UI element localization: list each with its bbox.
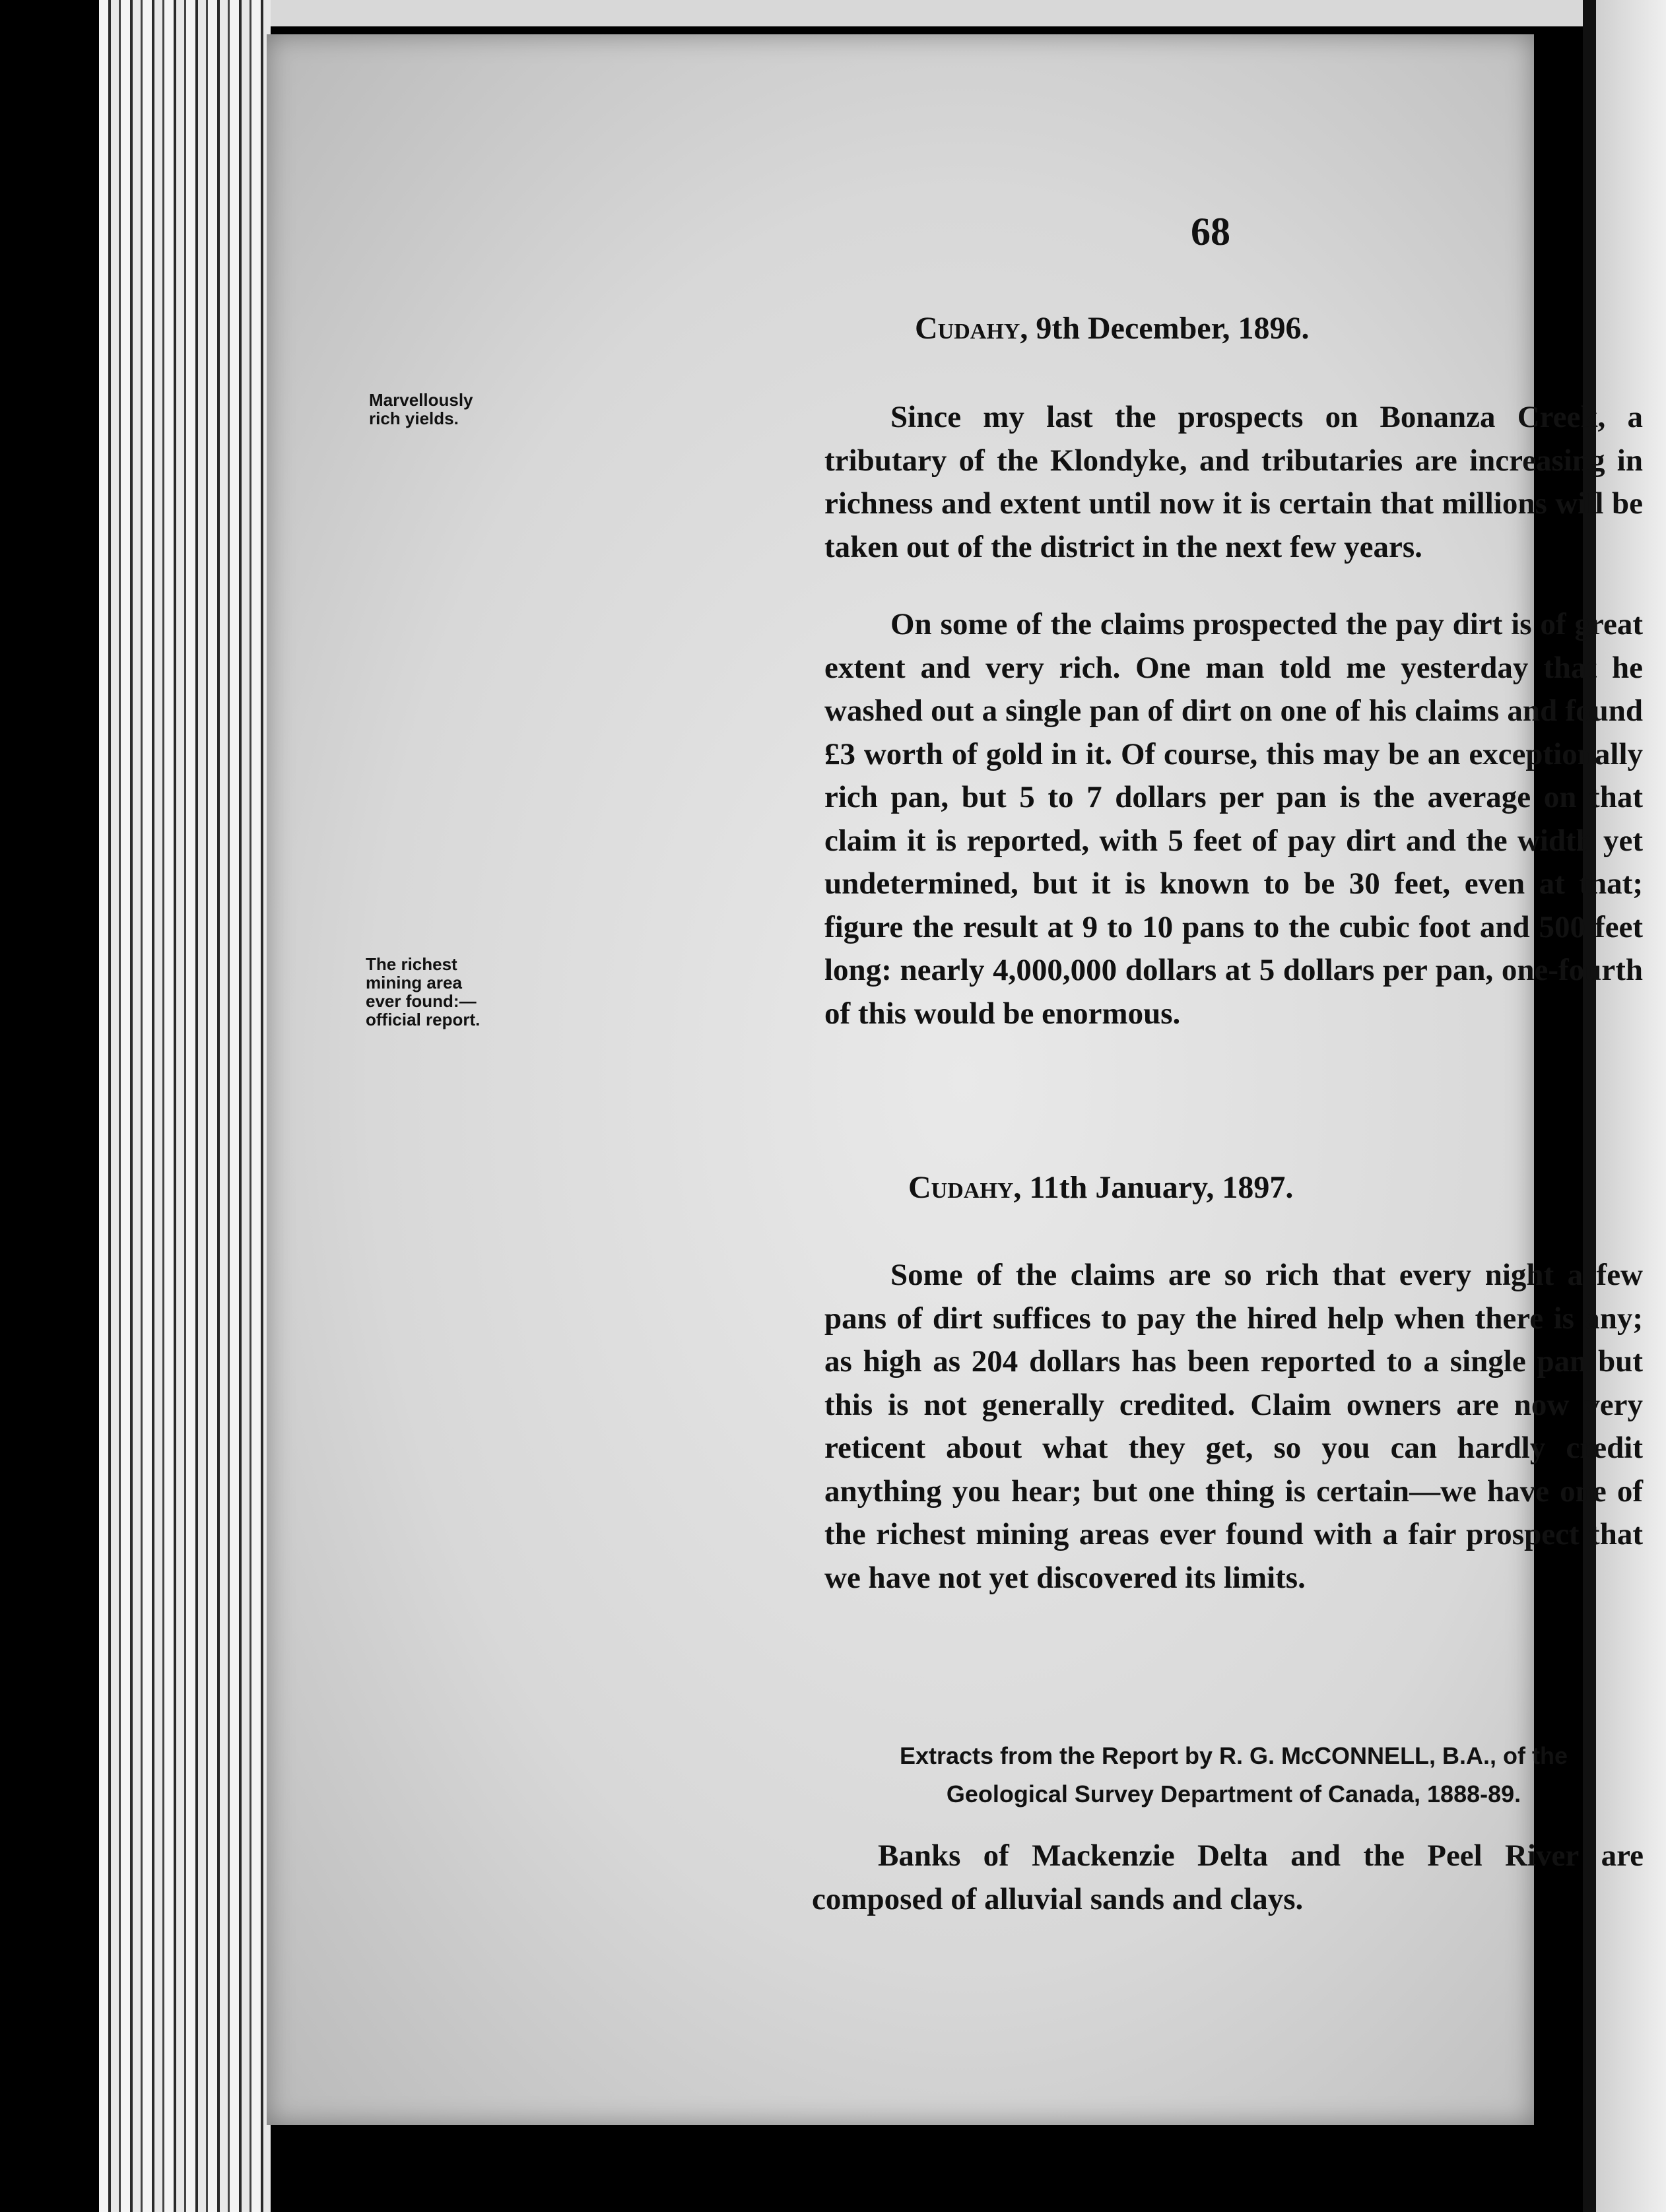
paragraph-3	[824, 1254, 1643, 1600]
extract-heading	[815, 1737, 1653, 1813]
book-page	[267, 34, 1644, 2125]
paragraph-text: On some of the claims prospected the pay dirt is of great extent and very rich. One man told me yesterday that he washed out a single pan of dirt on one of his claims and found £3 worth of gold in it. Of course, this may be an exceptionally rich pan, but 5 to 7 dollars per pan is the average on that claim it is reported, with 5 feet of pay dirt and the width yet undetermined, but it is known to be 30 feet, even at that; figure the result at 9 to 10 pans to the cubic foot and 500 feet long: nearly 4,000,000 dollars at 5 dollars per pan, one-fourth of this would be enormous.	[824, 607, 1643, 1031]
paragraph-2	[824, 603, 1643, 1035]
sidenote-line: mining area	[366, 973, 462, 992]
dateline-1-place: Cudahy	[915, 311, 1020, 346]
dateline-2-date: , 11th January, 1897.	[1013, 1170, 1294, 1205]
paragraph-text: Since my last the prospects on Bonanza Creek, a tributary of the Klondyke, and tributaries are increasing in richness and extent until now it is certain that millions will be taken out of the district in the next few years.	[824, 400, 1643, 564]
extract-heading-line: Extracts from the Report by R. G. McCONNELL, B.A., of the	[899, 1742, 1568, 1769]
sidenote-marvellously-rich	[369, 391, 473, 428]
paragraph-4	[812, 1835, 1644, 1921]
dateline-2	[908, 1169, 1293, 1206]
book-page-edges	[99, 0, 271, 2212]
sidenote-richest-mining-area	[366, 955, 480, 1029]
sidenote-line: The richest	[366, 954, 457, 974]
sidenote-line: ever found:—	[366, 991, 477, 1011]
paragraph-text: Banks of Mackenzie Delta and the Peel River are composed of alluvial sands and clays.	[812, 1838, 1644, 1916]
page-number: 68	[1191, 210, 1230, 253]
extract-heading-line: Geological Survey Department of Canada, 1888-89.	[946, 1780, 1521, 1807]
sidenote-line: official report.	[366, 1010, 481, 1029]
sidenote-line: rich yields.	[369, 408, 459, 428]
dateline-1	[915, 310, 1309, 346]
paragraph-1	[824, 396, 1643, 569]
dateline-1-date: , 9th December, 1896.	[1020, 311, 1310, 346]
paragraph-text: Some of the claims are so rich that every night a few pans of dirt suffices to pay the hired help when there is any; as high as 204 dollars has been reported to a single pan but this is not generally credited. Claim owners are now very reticent about what they get, so you can hardly credit anything you hear; but one thing is certain—we have one of the richest mining areas ever found with a fair prospect that we have not yet discovered its limits.	[824, 1258, 1643, 1595]
dateline-2-place: Cudahy	[908, 1170, 1014, 1205]
book-edge-top	[99, 0, 1584, 26]
sidenote-line: Marvellously	[369, 390, 473, 410]
